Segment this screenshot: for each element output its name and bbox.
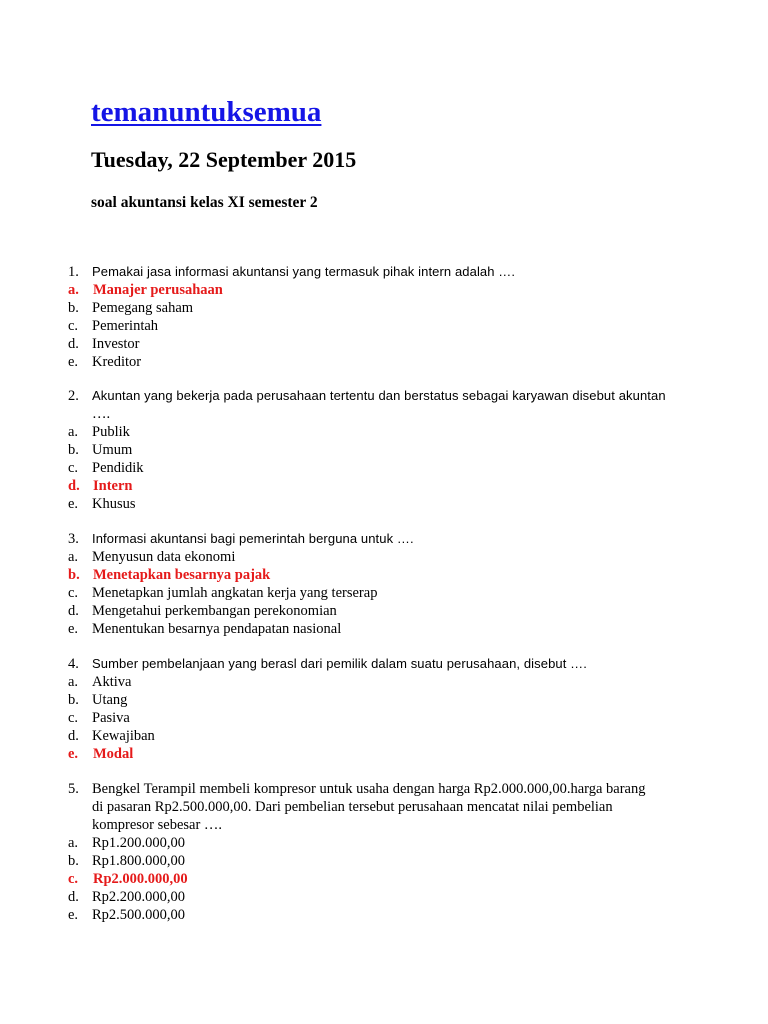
option-letter: d. bbox=[68, 889, 79, 905]
question-number: 5. bbox=[68, 781, 79, 797]
answer-option bbox=[0, 709, 768, 727]
option-letter: c. bbox=[68, 710, 79, 726]
option-letter: c. bbox=[68, 585, 79, 601]
answer-option-correct bbox=[0, 870, 768, 888]
question-text: Sumber pembelanjaan yang berasl dari pemilik dalam suatu perusahaan, disebut …. bbox=[92, 656, 587, 671]
question-stem bbox=[0, 655, 768, 673]
option-letter: e. bbox=[68, 354, 79, 370]
option-letter: b. bbox=[68, 692, 79, 708]
option-text: Pemegang saham bbox=[92, 300, 194, 316]
option-text: Aktiva bbox=[92, 674, 132, 690]
question-text: kompresor sebesar …. bbox=[92, 817, 223, 833]
option-letter: e. bbox=[68, 621, 79, 637]
option-text: Kreditor bbox=[92, 354, 142, 370]
option-letter: d. bbox=[68, 336, 79, 352]
post-subtitle: soal akuntansi kelas XI semester 2 bbox=[91, 194, 318, 211]
answer-option bbox=[0, 317, 768, 335]
option-text: Pemerintah bbox=[92, 318, 159, 334]
answer-option bbox=[0, 353, 768, 371]
option-letter: a. bbox=[68, 549, 79, 565]
answer-option bbox=[0, 852, 768, 870]
question-5 bbox=[0, 780, 768, 924]
answer-option bbox=[0, 548, 768, 566]
option-letter: b. bbox=[68, 442, 79, 458]
question-text: Informasi akuntansi bagi pemerintah berguna untuk …. bbox=[92, 531, 414, 546]
answer-option bbox=[0, 459, 768, 477]
question-1 bbox=[0, 263, 768, 371]
blog-title-link[interactable]: temanuntuksemua bbox=[91, 96, 322, 128]
question-text: Bengkel Terampil membeli kompresor untuk usaha dengan harga Rp2.000.000,00.harga barang bbox=[92, 781, 646, 797]
option-text: Menyusun data ekonomi bbox=[92, 549, 236, 565]
question-text: Pemakai jasa informasi akuntansi yang termasuk pihak intern adalah …. bbox=[92, 264, 516, 279]
question-number: 3. bbox=[68, 531, 79, 547]
answer-option bbox=[0, 673, 768, 691]
option-letter: c. bbox=[68, 871, 79, 887]
post-date: Tuesday, 22 September 2015 bbox=[91, 147, 357, 172]
option-letter: a. bbox=[68, 835, 79, 851]
answer-option bbox=[0, 299, 768, 317]
option-letter: e. bbox=[68, 746, 79, 762]
option-letter: c. bbox=[68, 460, 79, 476]
option-text: Utang bbox=[92, 692, 128, 708]
answer-option bbox=[0, 691, 768, 709]
option-letter: a. bbox=[68, 424, 79, 440]
question-stem bbox=[0, 780, 768, 798]
question-2 bbox=[0, 387, 768, 513]
answer-option-correct bbox=[0, 745, 768, 763]
option-text: Menetapkan besarnya pajak bbox=[93, 567, 271, 583]
option-text: Manajer perusahaan bbox=[93, 282, 223, 298]
option-letter: a. bbox=[68, 282, 79, 298]
option-letter: a. bbox=[68, 674, 79, 690]
answer-option bbox=[0, 888, 768, 906]
question-stem bbox=[0, 263, 768, 281]
option-text: Khusus bbox=[92, 496, 136, 512]
question-stem-continued bbox=[0, 405, 768, 423]
option-letter: b. bbox=[68, 853, 79, 869]
option-text: Intern bbox=[93, 478, 133, 494]
option-text: Modal bbox=[93, 746, 134, 762]
option-letter: c. bbox=[68, 318, 79, 334]
option-letter: b. bbox=[68, 567, 80, 583]
option-letter: e. bbox=[68, 907, 79, 923]
answer-option-correct bbox=[0, 477, 768, 495]
option-text: Rp1.200.000,00 bbox=[92, 835, 186, 851]
option-letter: d. bbox=[68, 478, 80, 494]
option-letter: d. bbox=[68, 728, 79, 744]
option-text: Umum bbox=[92, 442, 133, 458]
option-text: Kewajiban bbox=[92, 728, 155, 744]
option-letter: b. bbox=[68, 300, 79, 316]
answer-option-correct bbox=[0, 566, 768, 584]
question-text: di pasaran Rp2.500.000,00. Dari pembelian tersebut perusahaan mencatat nilai pembelian bbox=[92, 799, 613, 815]
question-number: 1. bbox=[68, 264, 79, 280]
question-text: Akuntan yang bekerja pada perusahaan tertentu dan berstatus sebagai karyawan disebut akuntan bbox=[92, 388, 666, 403]
question-stem-continued bbox=[0, 816, 768, 834]
question-number: 4. bbox=[68, 656, 79, 672]
question-stem-continued bbox=[0, 798, 768, 816]
option-text: Pasiva bbox=[92, 710, 130, 726]
option-text: Menetapkan jumlah angkatan kerja yang terserap bbox=[92, 585, 378, 601]
question-4 bbox=[0, 655, 768, 763]
option-letter: d. bbox=[68, 603, 79, 619]
answer-option bbox=[0, 906, 768, 924]
question-stem bbox=[0, 530, 768, 548]
option-text: Rp2.500.000,00 bbox=[92, 907, 186, 923]
question-stem bbox=[0, 387, 768, 405]
option-text: Rp1.800.000,00 bbox=[92, 853, 186, 869]
option-text: Publik bbox=[92, 424, 130, 440]
option-text: Mengetahui perkembangan perekonomian bbox=[92, 603, 337, 619]
question-3 bbox=[0, 530, 768, 638]
answer-option bbox=[0, 620, 768, 638]
option-text: Menentukan besarnya pendapatan nasional bbox=[92, 621, 342, 637]
answer-option bbox=[0, 602, 768, 620]
option-text: Rp2.200.000,00 bbox=[92, 889, 186, 905]
option-text: Investor bbox=[92, 336, 140, 352]
answer-option bbox=[0, 584, 768, 602]
answer-option bbox=[0, 423, 768, 441]
answer-option bbox=[0, 441, 768, 459]
answer-option bbox=[0, 834, 768, 852]
option-text: Rp2.000.000,00 bbox=[93, 871, 188, 887]
option-letter: e. bbox=[68, 496, 79, 512]
answer-option bbox=[0, 727, 768, 745]
question-text: …. bbox=[92, 406, 111, 422]
answer-option bbox=[0, 335, 768, 353]
answer-option-correct bbox=[0, 281, 768, 299]
answer-option bbox=[0, 495, 768, 513]
question-number: 2. bbox=[68, 388, 79, 404]
option-text: Pendidik bbox=[92, 460, 144, 476]
